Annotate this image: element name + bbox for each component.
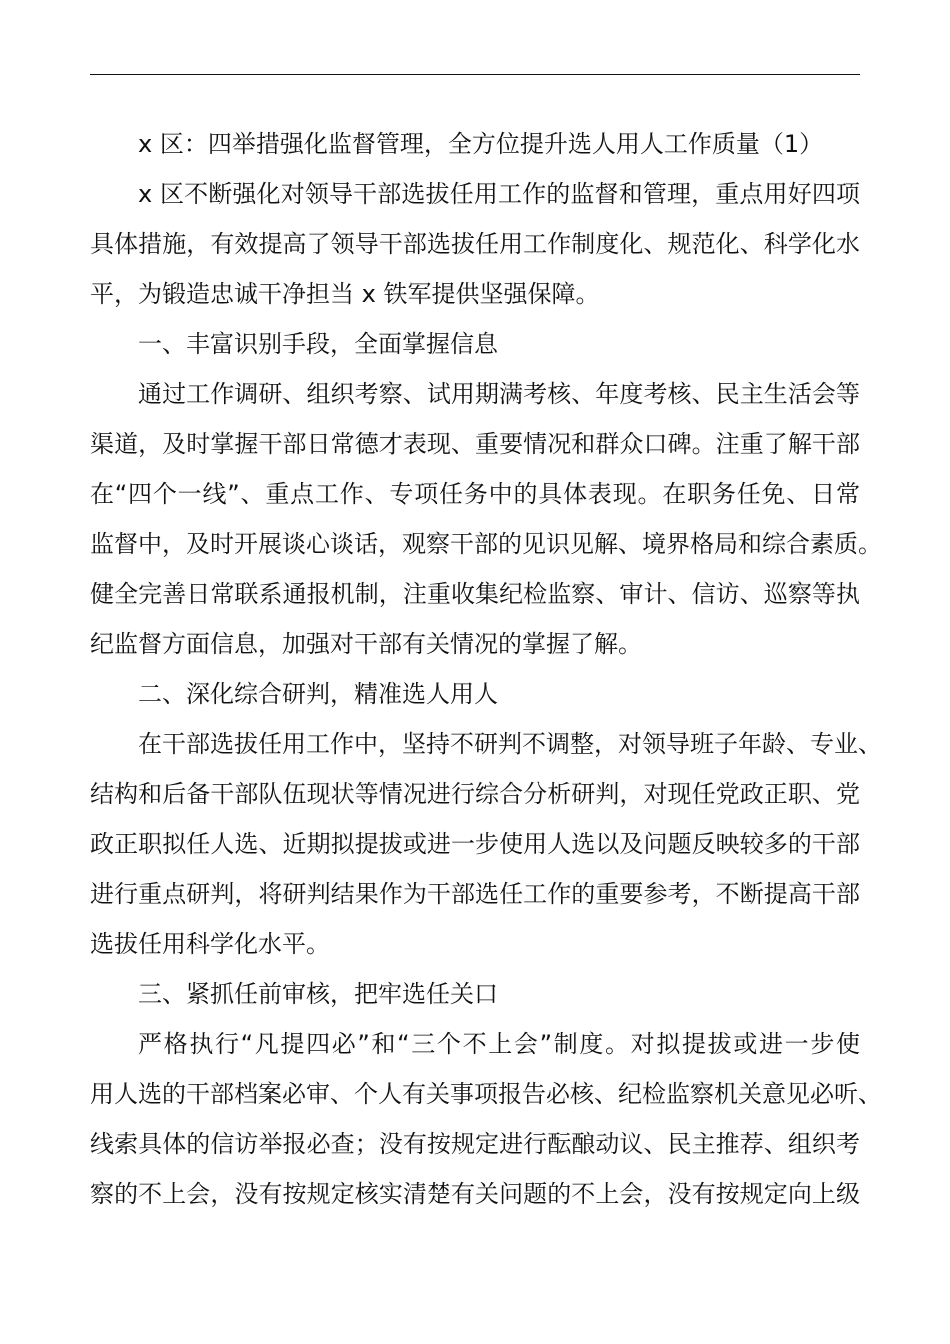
document-body <box>90 119 882 1219</box>
section3-line-4: 察的不上会，没有按规定核实清楚有关问题的不上会，没有按规定向上级 <box>90 1180 860 1208</box>
intro-line-1: x 区不断强化对领导干部选拔任用工作的监督和管理，重点用好四项 <box>138 180 860 208</box>
section3-line-2: 用人选的干部档案必审、个人有关事项报告必核、纪检监察机关意见必听、 <box>90 1080 882 1108</box>
intro-line-3: 平，为锻造忠诚干净担当 x 铁军提供坚强保障。 <box>90 280 600 308</box>
section1-line-2: 渠道，及时掌握干部日常德才表现、重要情况和群众口碑。注重了解干部 <box>90 430 860 458</box>
section-heading-1: 一、丰富识别手段，全面掌握信息 <box>138 330 498 358</box>
section2-line-2: 结构和后备干部队伍现状等情况进行综合分析研判，对现任党政正职、党 <box>90 780 860 808</box>
section2-line-3: 政正职拟任人选、近期拟提拔或进一步使用人选以及问题反映较多的干部 <box>90 830 860 858</box>
header-rule <box>90 74 860 75</box>
document-title: x 区：四举措强化监督管理，全方位提升选人用人工作质量（1） <box>138 130 824 158</box>
section1-line-6: 纪监督方面信息，加强对干部有关情况的掌握了解。 <box>90 630 642 658</box>
intro-line-2: 具体措施，有效提高了领导干部选拔任用工作制度化、规范化、科学化水 <box>90 230 860 258</box>
section1-line-3: 在“四个一线”、重点工作、专项任务中的具体表现。在职务任免、日常 <box>90 480 860 508</box>
section3-line-3: 线索具体的信访举报必查；没有按规定进行酝酿动议、民主推荐、组织考 <box>90 1130 860 1158</box>
section1-line-4: 监督中，及时开展谈心谈话，观察干部的见识见解、境界格局和综合素质。 <box>90 530 882 558</box>
section2-line-4: 进行重点研判，将研判结果作为干部选任工作的重要参考，不断提高干部 <box>90 880 860 908</box>
section2-line-5: 选拔任用科学化水平。 <box>90 930 330 958</box>
section3-line-1: 严格执行“凡提四必”和“三个不上会”制度。对拟提拔或进一步使 <box>138 1030 860 1058</box>
section1-line-1: 通过工作调研、组织考察、试用期满考核、年度考核、民主生活会等 <box>138 380 860 408</box>
section-heading-2: 二、深化综合研判，精准选人用人 <box>138 680 498 708</box>
section1-line-5: 健全完善日常联系通报机制，注重收集纪检监察、审计、信访、巡察等执 <box>90 580 860 608</box>
section2-line-1: 在干部选拔任用工作中，坚持不研判不调整，对领导班子年龄、专业、 <box>138 730 882 758</box>
section-heading-3: 三、紧抓任前审核，把牢选任关口 <box>138 980 498 1008</box>
